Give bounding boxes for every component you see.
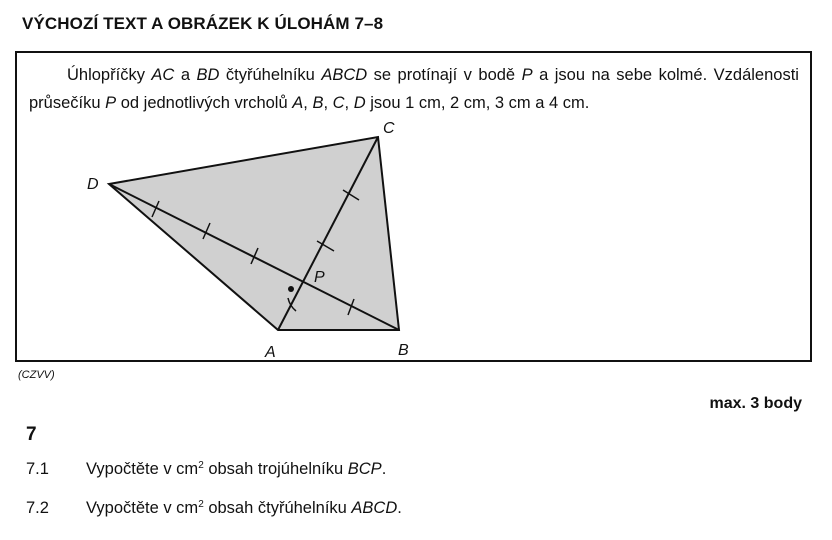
intro-text-content: Úhlopříčky AC a BD čtyřúhelníku ABCD se protínají v bodě P a jsou na sebe kolmé. Vzdálenosti průsečíku P od jednotlivých vrcholů A, B, C, D jsou 1 cm, 2 cm, 3 cm a 4 cm. — [29, 66, 799, 112]
quadrilateral-abcd — [109, 137, 399, 330]
task-text: Vypočtěte v $cm^2$ obsah čtyřúhelníku ABCD. — [86, 499, 402, 517]
task-number: 7.1 — [26, 460, 49, 478]
intro-box — [15, 51, 812, 362]
page-heading: VÝCHOZÍ TEXT A OBRÁZEK K ÚLOHÁM 7–8 — [22, 14, 384, 33]
task-7-1 — [26, 460, 386, 479]
max-points: max. 3 body — [709, 395, 802, 412]
task-text: Vypočtěte v $cm^2$ obsah trojúhelníku BCP. — [86, 460, 387, 478]
label-b: B — [398, 342, 409, 359]
right-angle-dot — [288, 286, 294, 292]
label-d: D — [87, 176, 99, 193]
question-number: 7 — [26, 424, 37, 445]
source-credit: (CZVV) — [18, 369, 55, 381]
label-c: C — [383, 120, 395, 137]
task-7-2 — [26, 499, 402, 518]
label-a: A — [265, 344, 276, 360]
task-number: 7.2 — [26, 499, 49, 517]
quadrilateral-figure — [17, 53, 810, 360]
label-p: P — [314, 269, 325, 286]
